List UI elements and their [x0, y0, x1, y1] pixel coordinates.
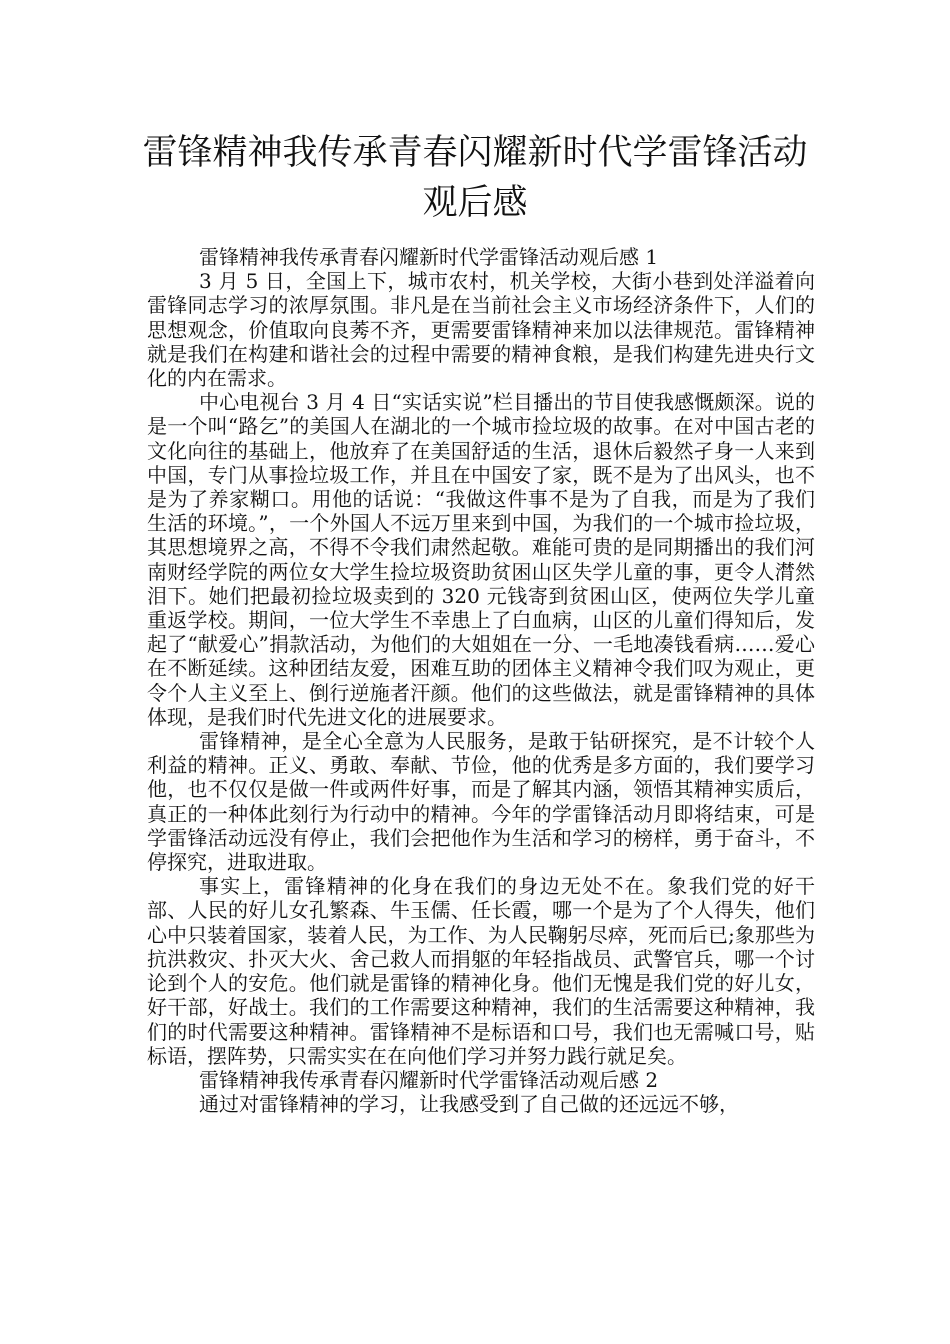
- paragraph: 通过对雷锋精神的学习，让我感受到了自己做的还远远不够，: [199, 1092, 739, 1117]
- paragraph: 中心电视台 3 月 4 日“实话实说”栏目播出的节目使我感慨颇深。说的是一个叫“路乞”的美国人在湖北的一个城市捡垃圾的故事。在对中国古老的文化向往的基础上，他放弃了在美国舒适的生活，退休后毅然孑身一人来到中国，专门从事捡垃圾工作，并且在中国安了家，既不是为了出风头，也不是为了养家糊口。用他的话说：“我做这件事不是为了自我，而是为了我们生活的环境。”，一个外国人不远万里来到中国，为我们的一个城市捡垃圾，其思想境界之高，不得不令我们肃然起敬。难能可贵的是同期播出的我们河南财经学院的两位女大学生捡垃圾资助贫困山区失学儿童的事，更令人潸然泪下。她们把最初捡垃圾卖到的 320 元钱寄到贫困山区，使两位失学儿童重返学校。期间，一位大学生不幸患上了白血病，山区的儿童们得知后，发起了“献爱心”捐款活动，为他们的大姐姐在一分、一毛地凑钱看病……爱心在不断延续。这种团结友爱，困难互助的团体主义精神令我们叹为观止，更令个人主义至上、倒行逆施者汗颜。他们的这些做法，就是雷锋精神的具体体现，是我们时代先进文化的进展要求。: [147, 390, 815, 729]
- paragraph: 事实上，雷锋精神的化身在我们的身边无处不在。象我们党的好干部、人民的好儿女孔繁森、牛玉儒、任长霞，哪一个是为了个人得失，他们心中只装着国家，装着人民，为工作、为人民鞠躬尽瘁，死而后已;象那些为抗洪救灾、扑灭大火、舍己救人而捐躯的年轻指战员、武警官兵，哪一个讨论到个人的安危。他们就是雷锋的精神化身。他们无愧是我们党的好儿女，好干部，好战士。我们的工作需要这种精神，我们的生活需要这种精神，我们的时代需要这种精神。雷锋精神不是标语和口号，我们也无需喊口号，贴标语，摆阵势，只需实实在在向他们学习并努力践行就足矣。: [147, 874, 815, 1068]
- section-heading-2: 雷锋精神我传承青春闪耀新时代学雷锋活动观后感 2: [199, 1067, 659, 1092]
- paragraph: 3 月 5 日，全国上下，城市农村，机关学校，大街小巷到处洋溢着向雷锋同志学习的浓厚氛围。非凡是在当前社会主义市场经济条件下，人们的思想观念，价值取向良莠不齐，更需要雷锋精神来加以法律规范。雷锋精神就是我们在构建和谐社会的过程中需要的精神食粮，是我们构建先进央行文化的内在需求。: [147, 269, 815, 391]
- document-body: [147, 245, 815, 1116]
- paragraph: 雷锋精神，是全心全意为人民服务，是敢于钻研探究，是不计较个人利益的精神。正义、勇敢、奉献、节俭，他的优秀是多方面的，我们要学习他，也不仅仅是做一件或两件好事，而是了解其内涵，领悟其精神实质后，真正的一种体此刻行为行动中的精神。今年的学雷锋活动月即将结束，可是学雷锋活动远没有停止，我们会把他作为生活和学习的榜样，勇于奋斗，不停探究，进取进取。: [147, 729, 815, 875]
- section-heading-1: 雷锋精神我传承青春闪耀新时代学雷锋活动观后感 1: [199, 245, 659, 269]
- document-title: 雷锋精神我传承青春闪耀新时代学雷锋活动观后感: [142, 133, 808, 223]
